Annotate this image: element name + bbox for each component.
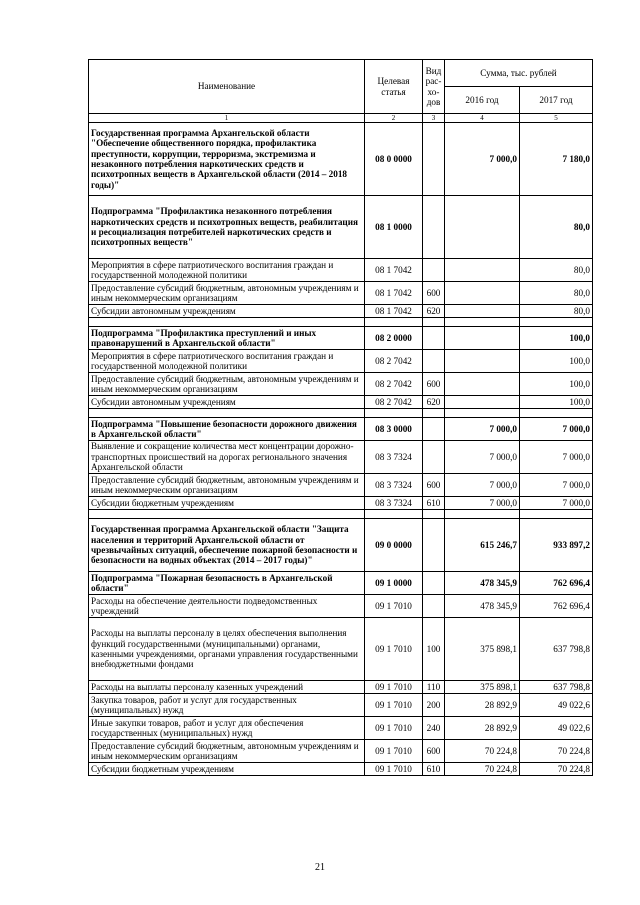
table-row bbox=[89, 441, 593, 474]
column-numbers-row bbox=[89, 114, 593, 123]
table-row bbox=[89, 717, 593, 740]
table-row bbox=[89, 681, 593, 694]
row-name: Подпрограмма "Профилактика преступлений и иных правонарушений в Архангельской области" bbox=[89, 327, 365, 350]
row-type: 200 bbox=[423, 694, 445, 717]
row-value-2016 bbox=[445, 196, 520, 259]
row-name: Предоставление субсидий бюджетным, автономным учреждениям и иным некоммерческим организациям bbox=[89, 373, 365, 396]
row-code: 09 1 7010 bbox=[365, 681, 423, 694]
row-type bbox=[423, 327, 445, 350]
table-row bbox=[89, 418, 593, 441]
row-code: 09 1 7010 bbox=[365, 740, 423, 763]
row-code: 08 2 7042 bbox=[365, 350, 423, 373]
row-name: Расходы на выплаты персоналу казенных учреждений bbox=[89, 681, 365, 694]
row-code: 08 3 0000 bbox=[365, 418, 423, 441]
row-value-2017: 49 022,6 bbox=[520, 694, 593, 717]
row-code: 08 1 7042 bbox=[365, 305, 423, 318]
row-type bbox=[423, 595, 445, 618]
header-year-2017: 2017 год bbox=[520, 87, 593, 114]
row-value-2017: 80,0 bbox=[520, 196, 593, 259]
row-name: Предоставление субсидий бюджетным, автономным учреждениям и иным некоммерческим организациям bbox=[89, 282, 365, 305]
column-number: 2 bbox=[365, 114, 423, 123]
row-code: 08 2 7042 bbox=[365, 373, 423, 396]
row-value-2016: 615 246,7 bbox=[445, 519, 520, 572]
row-value-2017: 70 224,8 bbox=[520, 763, 593, 776]
table-row bbox=[89, 196, 593, 259]
row-value-2016 bbox=[445, 282, 520, 305]
row-type: 110 bbox=[423, 681, 445, 694]
row-code: 08 3 7324 bbox=[365, 474, 423, 497]
column-number: 5 bbox=[520, 114, 593, 123]
row-type bbox=[423, 123, 445, 196]
table-row bbox=[89, 350, 593, 373]
row-value-2017: 933 897,2 bbox=[520, 519, 593, 572]
table-row bbox=[89, 123, 593, 196]
page-number: 21 bbox=[315, 862, 325, 873]
row-name: Субсидии бюджетным учреждениям bbox=[89, 763, 365, 776]
spacer-row bbox=[89, 409, 593, 418]
row-value-2017: 637 798,8 bbox=[520, 618, 593, 681]
row-type bbox=[423, 350, 445, 373]
row-value-2016: 375 898,1 bbox=[445, 618, 520, 681]
row-value-2017: 100,0 bbox=[520, 373, 593, 396]
table-row bbox=[89, 694, 593, 717]
table-header-row bbox=[89, 60, 593, 87]
row-value-2016: 28 892,9 bbox=[445, 717, 520, 740]
row-value-2016 bbox=[445, 350, 520, 373]
row-type: 600 bbox=[423, 474, 445, 497]
table-row bbox=[89, 763, 593, 776]
row-value-2017: 70 224,8 bbox=[520, 740, 593, 763]
row-name: Государственная программа Архангельской области "Обеспечение общественного порядка, профилактика преступности, коррупции, терроризма, экстремизма и незаконного потребления наркотических средств и психотропных веществ в Архангельской области (2014 – 2018 годы)" bbox=[89, 123, 365, 196]
spacer-row bbox=[89, 318, 593, 327]
row-value-2016: 70 224,8 bbox=[445, 740, 520, 763]
header-sum: Сумма, тыс. рублей bbox=[445, 60, 593, 87]
row-value-2016: 28 892,9 bbox=[445, 694, 520, 717]
row-value-2016 bbox=[445, 327, 520, 350]
table-row bbox=[89, 327, 593, 350]
row-type: 600 bbox=[423, 740, 445, 763]
table-row bbox=[89, 740, 593, 763]
row-code: 09 1 7010 bbox=[365, 618, 423, 681]
row-type: 100 bbox=[423, 618, 445, 681]
row-type: 600 bbox=[423, 282, 445, 305]
row-name: Иные закупки товаров, работ и услуг для обеспечения государственных (муниципальных) нужд bbox=[89, 717, 365, 740]
header-year-2016: 2016 год bbox=[445, 87, 520, 114]
table-row bbox=[89, 373, 593, 396]
row-value-2016: 478 345,9 bbox=[445, 572, 520, 595]
row-name: Мероприятия в сфере патриотического воспитания граждан и государственной молодежной политики bbox=[89, 259, 365, 282]
row-code: 08 2 0000 bbox=[365, 327, 423, 350]
row-value-2017: 7 000,0 bbox=[520, 441, 593, 474]
table-row bbox=[89, 497, 593, 510]
budget-table bbox=[88, 59, 593, 776]
table-row bbox=[89, 305, 593, 318]
row-name: Субсидии автономным учреждениям bbox=[89, 396, 365, 409]
header-type: Вид рас-хо-дов bbox=[423, 60, 445, 114]
row-name: Субсидии бюджетным учреждениям bbox=[89, 497, 365, 510]
row-name: Расходы на выплаты персоналу в целях обеспечения выполнения функций государственными (муниципальными) органами, казенными учреждениями, органами управления государственными внебюджетными фондами bbox=[89, 618, 365, 681]
row-type bbox=[423, 418, 445, 441]
row-code: 08 3 7324 bbox=[365, 497, 423, 510]
row-code: 09 1 7010 bbox=[365, 763, 423, 776]
row-code: 08 3 7324 bbox=[365, 441, 423, 474]
row-value-2016: 7 000,0 bbox=[445, 418, 520, 441]
row-type bbox=[423, 259, 445, 282]
row-type: 600 bbox=[423, 373, 445, 396]
table-row bbox=[89, 259, 593, 282]
row-type: 620 bbox=[423, 396, 445, 409]
row-code: 09 1 0000 bbox=[365, 572, 423, 595]
row-name: Мероприятия в сфере патриотического воспитания граждан и государственной молодежной политики bbox=[89, 350, 365, 373]
row-code: 09 1 7010 bbox=[365, 717, 423, 740]
row-value-2016: 7 000,0 bbox=[445, 123, 520, 196]
column-number: 1 bbox=[89, 114, 365, 123]
row-name: Предоставление субсидий бюджетным, автономным учреждениям и иным некоммерческим организациям bbox=[89, 740, 365, 763]
row-type: 620 bbox=[423, 305, 445, 318]
row-code: 09 1 7010 bbox=[365, 595, 423, 618]
row-value-2016: 7 000,0 bbox=[445, 474, 520, 497]
row-value-2017: 7 000,0 bbox=[520, 474, 593, 497]
table-row bbox=[89, 595, 593, 618]
row-name: Подпрограмма "Пожарная безопасность в Архангельской области" bbox=[89, 572, 365, 595]
row-type bbox=[423, 196, 445, 259]
row-name: Государственная программа Архангельской области "Защита населения и территорий Архангельской области от чрезвычайных ситуаций, обеспечение пожарной безопасности и безопасности на водных объектах (2014 – 2017 годы)" bbox=[89, 519, 365, 572]
row-code: 08 1 7042 bbox=[365, 259, 423, 282]
spacer-row bbox=[89, 510, 593, 519]
row-value-2016: 70 224,8 bbox=[445, 763, 520, 776]
table-row bbox=[89, 618, 593, 681]
table-row bbox=[89, 519, 593, 572]
row-value-2017: 80,0 bbox=[520, 282, 593, 305]
row-value-2017: 100,0 bbox=[520, 327, 593, 350]
row-code: 08 2 7042 bbox=[365, 396, 423, 409]
row-value-2017: 762 696,4 bbox=[520, 572, 593, 595]
row-value-2017: 7 000,0 bbox=[520, 497, 593, 510]
row-code: 08 1 0000 bbox=[365, 196, 423, 259]
row-value-2017: 100,0 bbox=[520, 350, 593, 373]
row-value-2017: 762 696,4 bbox=[520, 595, 593, 618]
row-value-2016 bbox=[445, 259, 520, 282]
row-name: Подпрограмма "Профилактика незаконного потребления наркотических средств и психотропных веществ, реабилитация и ресоциализация потребителей наркотических средств и психотропных веществ" bbox=[89, 196, 365, 259]
row-type bbox=[423, 519, 445, 572]
row-name: Выявление и сокращение количества мест концентрации дорожно-транспортных происшествий на дорогах регионального значения Архангельской области bbox=[89, 441, 365, 474]
row-value-2017: 637 798,8 bbox=[520, 681, 593, 694]
row-value-2016 bbox=[445, 373, 520, 396]
row-value-2017: 80,0 bbox=[520, 259, 593, 282]
table-row bbox=[89, 474, 593, 497]
row-value-2017: 49 022,6 bbox=[520, 717, 593, 740]
row-name: Субсидии автономным учреждениям bbox=[89, 305, 365, 318]
row-type: 240 bbox=[423, 717, 445, 740]
row-code: 08 0 0000 bbox=[365, 123, 423, 196]
row-name: Подпрограмма "Повышение безопасности дорожного движения в Архангельской области" bbox=[89, 418, 365, 441]
row-value-2017: 7 000,0 bbox=[520, 418, 593, 441]
row-type bbox=[423, 441, 445, 474]
table-row bbox=[89, 572, 593, 595]
row-value-2016 bbox=[445, 396, 520, 409]
table-row bbox=[89, 396, 593, 409]
row-value-2017: 100,0 bbox=[520, 396, 593, 409]
row-code: 09 1 7010 bbox=[365, 694, 423, 717]
row-value-2016: 7 000,0 bbox=[445, 497, 520, 510]
row-type bbox=[423, 572, 445, 595]
column-number: 4 bbox=[445, 114, 520, 123]
column-number: 3 bbox=[423, 114, 445, 123]
row-value-2017: 7 180,0 bbox=[520, 123, 593, 196]
row-value-2016: 478 345,9 bbox=[445, 595, 520, 618]
row-name: Предоставление субсидий бюджетным, автономным учреждениям и иным некоммерческим организациям bbox=[89, 474, 365, 497]
row-value-2017: 80,0 bbox=[520, 305, 593, 318]
row-type: 610 bbox=[423, 763, 445, 776]
row-name: Расходы на обеспечение деятельности подведомственных учреждений bbox=[89, 595, 365, 618]
row-value-2016: 375 898,1 bbox=[445, 681, 520, 694]
row-value-2016 bbox=[445, 305, 520, 318]
row-code: 09 0 0000 bbox=[365, 519, 423, 572]
header-name: Наименование bbox=[89, 60, 365, 114]
row-value-2016: 7 000,0 bbox=[445, 441, 520, 474]
row-name: Закупка товаров, работ и услуг для государственных (муниципальных) нужд bbox=[89, 694, 365, 717]
header-code: Целевая статья bbox=[365, 60, 423, 114]
row-type: 610 bbox=[423, 497, 445, 510]
row-code: 08 1 7042 bbox=[365, 282, 423, 305]
table-row bbox=[89, 282, 593, 305]
